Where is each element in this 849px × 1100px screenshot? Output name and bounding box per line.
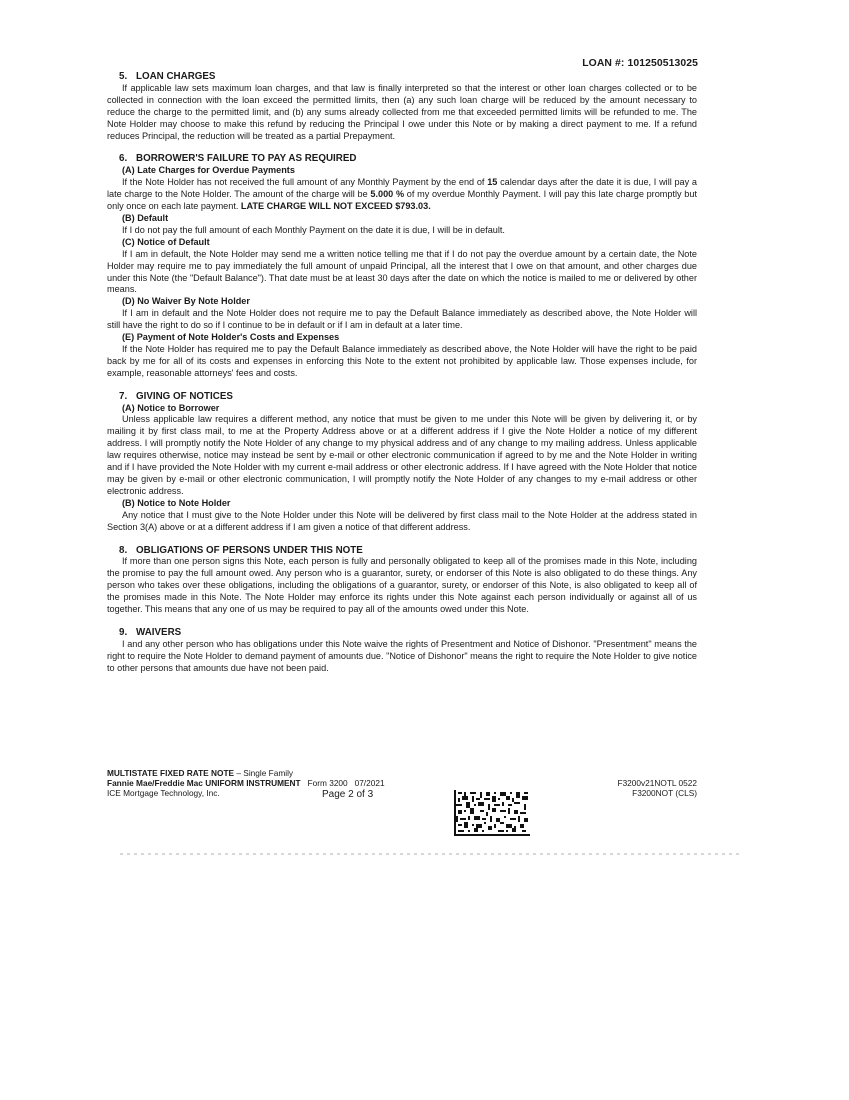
section-7-heading [107,391,697,403]
section-6 [107,153,697,379]
subsection-6b-paragraph: If I do not pay the full amount of each Monthly Payment on the date it is due, I will be in default. [122,224,505,235]
subsection-6e-heading: (E) Payment of Note Holder's Costs and Expenses [122,332,340,343]
section-number: 8. [119,544,128,556]
scan-artifact-line [120,853,740,855]
section-number: 5. [119,71,128,82]
section-9-heading [107,627,697,639]
section-title: GIVING OF NOTICES [136,390,233,402]
subsection-6c-heading: (C) Notice of Default [122,236,210,247]
vendor-name: ICE Mortgage Technology, Inc. [107,788,220,798]
late-charge-percent: 5.000 % [370,189,405,200]
section-title: BORROWER'S FAILURE TO PAY AS REQUIRED [136,153,357,165]
subsection-7b-heading: (B) Notice to Note Holder [122,497,231,508]
subsection-6b-heading: (B) Default [122,212,169,223]
subsection-6d-heading: (D) No Waiver By Note Holder [122,296,250,307]
section-5 [107,71,697,142]
subsection-6e-paragraph: If the Note Holder has required me to pay the Default Balance immediately as described above, the Note Holder will have the right to be paid back by me for all of its costs and expenses in enforcing this Note to the extent not prohibited by applicable law. Those expenses include, for example, reasonable attorneys' fees and costs. [107,343,697,378]
form-title-line [107,768,697,778]
section-number: 7. [119,390,128,402]
text-run: If the Note Holder has not received the full amount of any Monthly Payment by the end of [122,177,488,188]
section-5-heading [107,71,697,83]
text-run: of my overdue Monthly Payment. I will pay this late charge promptly but only once on each late payment. [107,189,697,212]
section-8 [107,545,697,616]
form-title-suffix: – Single Family [234,768,294,778]
document-body [107,71,697,686]
subsection-6c-paragraph: If I am in default, the Note Holder may send me a written notice telling me that if I do not pay the overdue amount by a certain date, the Note Holder may require me to pay immediately the full amount of unpaid Principal, all the interest that I owe on that amount, and other charges due under this Note (the "Default Balance"). That date must be at least 30 days after the date on which the notice is mailed to me or delivered by other means. [107,248,697,295]
subsection-6a-heading: (A) Late Charges for Overdue Payments [122,165,295,176]
form-code-1: F3200v21NOTL 0522 [617,778,697,788]
section-title: WAIVERS [136,626,182,638]
form-code-2: F3200NOT (CLS) [632,788,697,798]
page-number: Page 2 of 3 [322,789,374,800]
subsection-6d-paragraph: If I am in default and the Note Holder does not require me to pay the Default Balance immediately as described above, the Note Holder will still have the right to do so if I continue to be in default or if I am in default at a later time. [107,308,697,331]
section-9 [107,627,697,675]
form-title: MULTISTATE FIXED RATE NOTE [107,768,235,778]
section-8-heading [107,545,697,557]
text-run: calendar days after the date it is due, I will pay a late charge to the Note Holder. The amount of the charge will be [107,177,697,200]
barcode-image [454,790,530,836]
form-codes [618,778,698,798]
section-number: 9. [119,626,128,638]
section-6-heading [107,153,697,165]
instrument-name: Fannie Mae/Freddie Mac UNIFORM INSTRUMENT [107,778,301,788]
section-9-paragraph: I and any other person who has obligations under this Note waive the rights of Presentment and Notice of Dishonor. "Presentment" means the right to require the Note Holder to demand payment of amounts due. "Notice of Dishonor" means the right to require the Note Holder to give notice to other persons that amounts due have not been paid. [107,638,697,673]
form-footer [107,768,697,798]
loan-number: LOAN #: 101250513025 [582,58,698,69]
section-number: 6. [119,153,128,165]
section-5-paragraph: If applicable law sets maximum loan charges, and that law is finally interpreted so that the interest or other loan charges collected or to be collected in connection with the loan exceed the permitted limits, then (a) any such loan charge will be reduced by the amount necessary to reduce the charge to the permitted limit, and (b) any sums already collected from me that exceeded permitted limits will be refunded to me. The Note Holder may choose to make this refund by reducing the Principal I owe under this Note or by making a direct payment to me. If a refund reduces Principal, the reduction will be treated as a partial Prepayment. [107,82,697,141]
instrument-line [107,778,697,788]
section-8-paragraph: If more than one person signs this Note, each person is fully and personally obligated to keep all of the promises made in this Note, including the promise to pay the full amount owed. Any person who is a guarantor, surety, or endorser of this Note is also obligated to do these things. Any person who takes over these obligations, including the obligations of a guarantor, surety, or endorser of this Note, is also obligated to keep all of the promises made in this Note. The Note Holder may enforce its rights under this Note against each person individually or against all of us together. This means that any one of us may be required to pay all of the amounts owed under this Note. [107,556,697,615]
section-title: LOAN CHARGES [136,71,216,82]
form-number: Form 3200 07/2021 [300,778,385,788]
section-7 [107,391,697,534]
late-charge-cap: LATE CHARGE WILL NOT EXCEED $793.03. [240,201,431,212]
late-days: 15 [487,177,498,188]
subsection-7a-paragraph: Unless applicable law requires a different method, any notice that must be given to me under this Note will be given by delivering it, or by mailing it by first class mail, to me at the Property Address above or at a different address if I give the Note Holder a notice of my different address. I will promptly notify the Note Holder of any change to my physical address and of any change to my mailing address. Unless applicable law requires otherwise, notice may instead be sent by e-mail or other electronic communication if agreed to by me and the Note Holder in writing and if I have provided the Note Holder with my current e-mail address or other electronic address. If I have agreed with the Note Holder that notice may be given by e-mail or other electronic communication, I will promptly notify the Note Holder of any changes to my e-mail address or other electronic address. [107,414,697,496]
subsection-6a-paragraph [107,177,697,213]
subsection-7b-paragraph: Any notice that I must give to the Note Holder under this Note will be delivered by first class mail to the Note Holder at the address stated in Section 3(A) above or at a different address if I am given a notice of that different address. [107,509,697,532]
section-title: OBLIGATIONS OF PERSONS UNDER THIS NOTE [136,544,363,556]
subsection-7a-heading: (A) Notice to Borrower [122,402,220,413]
